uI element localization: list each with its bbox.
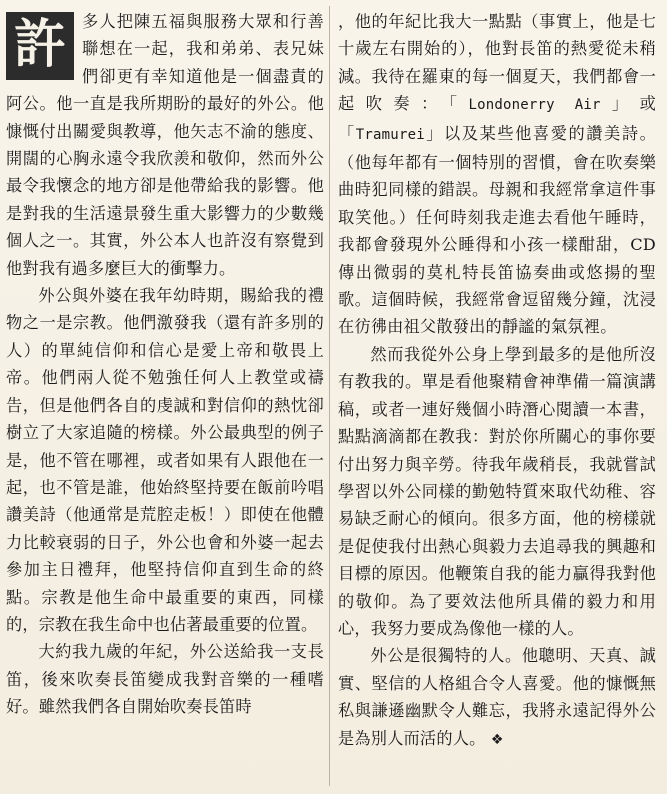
paragraph-5-text: 外公是很獨特的人。他聰明、天真、誠實、堅信的人格組合令人喜愛。他的慷慨無私與謙遜幽默令人難忘，我將永遠記得外公是為別人而活的人。	[338, 646, 656, 748]
song-title-1: Londonerry Air	[468, 97, 601, 114]
p3-cont-c: 」以及某些他喜愛的讚美詩。（他每年都有一個特別的習慣，會在吹奏樂曲時犯同樣的錯誤。母親和我經常拿這件事取笑他。）任何時刻我走進去看他午睡時，我都會發現外公睡得和小孩一樣酣甜，CD傳出微弱的莫札特長笛協奏曲或悠揚的聖歌。這個時候，我經常會逗留幾分鐘，沈浸在彷彿由祖父散發出的靜謐的氣氛裡。	[338, 123, 657, 337]
paragraph-2: 外公與外婆在我年幼時期，賜給我的禮物之一是宗教。他們激發我（還有許多別的人）的單純信仰和信心是愛上帝和敬畏上帝。他們兩人從不勉強任何人上教堂或禱告，但是他們各自的虔誠和對信仰的熱忱卻樹立了大家追隨的榜樣。外公最典型的例子是，他不管在哪裡，或者如果有人跟他在一起，也不管是誰，他始終堅持要在飯前吟唱讚美詩（他通常是荒腔走板！）即使在他體力比較衰弱的日子，外公也會和外婆一起去參加主日禮拜，他堅持信仰直到生命的終點。宗教是他生命中最重要的東西，同樣的，宗教在我生命中也佔著最重要的位置。	[6, 286, 324, 634]
drop-cap: 許	[6, 12, 74, 80]
left-column	[6, 8, 324, 721]
right-column	[338, 8, 656, 754]
paragraph-3: 大約我九歲的年紀，外公送給我一支長笛，後來吹奏長笛變成我對音樂的一種嗜好。雖然我們各自開始吹奏長笛時	[6, 642, 324, 717]
paragraph-1-text: 多人把陳五福與服務大眾和行善聯想在一起，我和弟弟、表兄妹們卻更有幸知道他是一個盡責的阿公。他一直是我所期盼的最好的外公。他慷慨付出關愛與教導，他矢志不渝的態度、開闊的心胸永遠令我欣羨和敬仰，然而外公最令我懷念的地方卻是他帶給我的影響。他是對我的生活遠景發生重大影響力的少數幾個人之一。其實，外公本人也許沒有察覺到他對我有過多麼巨大的衝擊力。	[6, 12, 324, 278]
song-title-2: Tramurei	[355, 126, 425, 143]
column-divider	[329, 6, 330, 786]
end-mark-icon: ❖	[490, 731, 504, 748]
paragraph-3-continued	[338, 8, 656, 341]
p3-cont-a: ，他的年紀比我大一點點（事實上，他是七十歲左右開始的），他對長笛的熱愛從未稍減。我待在羅東的每一個夏天，我們都會一起吹奏：「	[338, 12, 656, 114]
paragraph-5	[338, 642, 656, 754]
paragraph-4: 然而我從外公身上學到最多的是他所沒有教我的。單是看他聚精會神準備一篇演講稿，或者一連好幾個小時潛心閱讀一本書，點點滴滴都在教我：對於你所關心的事你要付出努力與辛勞。待我年歲稍長，我就嘗試學習以外公同樣的勤勉特質來取代幼稚、容易缺乏耐心的傾向。很多方面，他的榜樣就是促使我付出熱心與毅力去追尋我的興趣和目標的原因。他鞭策自我的能力贏得我對他的敬仰。為了要效法他所具備的毅力和用心，我努力要成為像他一樣的人。	[338, 344, 656, 638]
paragraph-1	[6, 8, 324, 282]
p3-cont-b: 」或「	[338, 94, 656, 143]
